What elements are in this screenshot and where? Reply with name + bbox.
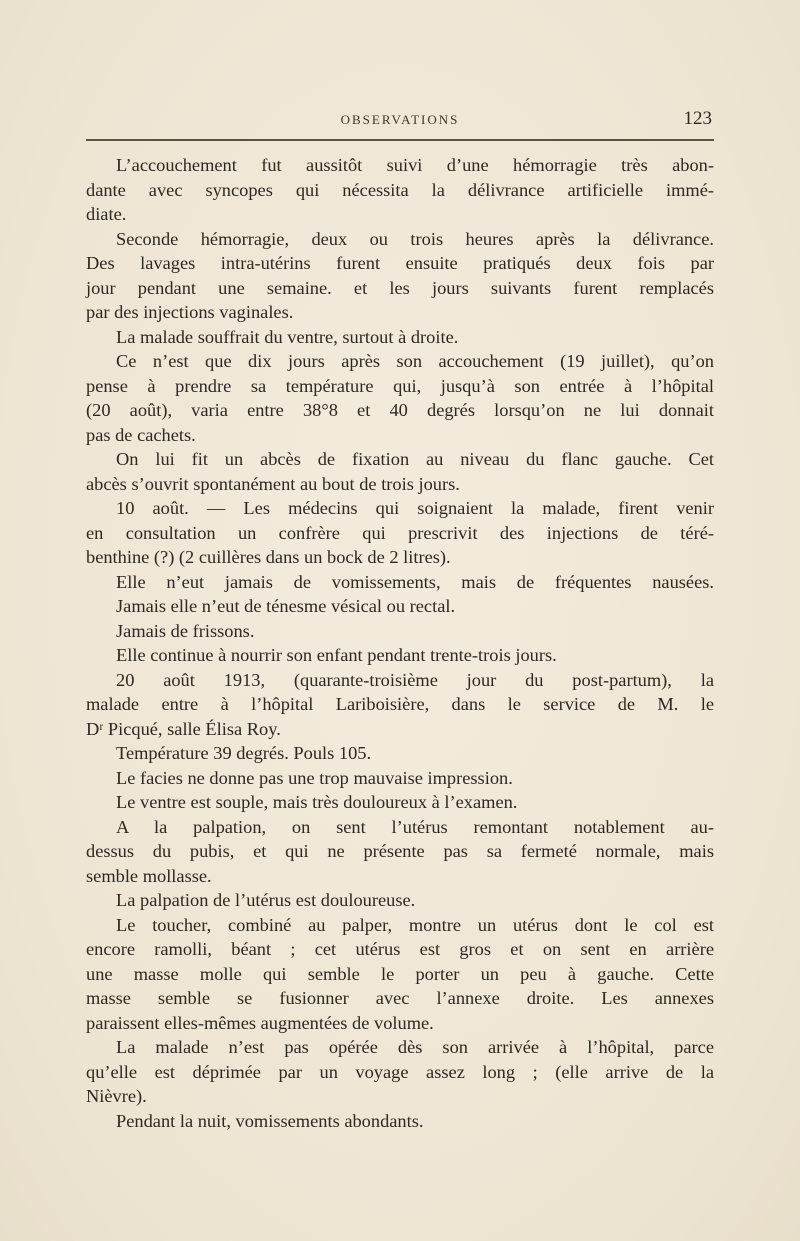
text-line: par des injections vaginales. xyxy=(86,302,294,322)
text-line: La malade souffrait du ventre, surtout à droite. xyxy=(116,326,459,347)
text-line: abcès s’ouvrit spontanément au bout de trois jours. xyxy=(86,473,460,494)
text-line: Ce n’est que dix jours après son accouchement (19 juillet), qu’on xyxy=(116,351,714,371)
text-line: 20 août 1913, (quarante-troisième jour du post-partum), la xyxy=(116,669,714,690)
text-line: A la palpation, on sent l’utérus remontant notablement au- xyxy=(116,816,714,837)
header-rule xyxy=(86,139,714,141)
text-line: Elle n’eut jamais de vomissements, mais de fréquentes nausées. xyxy=(116,571,714,592)
text-line: Température 39 degrés. Pouls 105. xyxy=(116,743,372,763)
text-line: Seconde hémorragie, deux ou trois heures après la délivrance. xyxy=(116,228,714,249)
page-number: 123 xyxy=(683,108,712,129)
text-line: Elle continue à nourrir son enfant pendant trente-trois jours. xyxy=(116,645,557,665)
text-line: semble mollasse. xyxy=(86,865,212,886)
text-line: Jamais elle n’eut de ténesme vésical ou rectal. xyxy=(116,596,456,616)
text-line: La palpation de l’utérus est douloureuse. xyxy=(116,890,416,910)
text-line: On lui fit un abcès de fixation au niveau du flanc gauche. Cet xyxy=(116,449,714,469)
text-line: Le toucher, combiné au palper, montre un utérus dont le col est xyxy=(116,914,714,935)
text-line: dessus du pubis, et qui ne présente pas sa fermeté normale, mais xyxy=(86,841,714,861)
text-line: masse semble se fusionner avec l’annexe droite. Les annexes xyxy=(86,988,714,1008)
text-line: malade entre à l’hôpital Lariboisière, dans le service de M. le xyxy=(86,694,714,714)
text-line: qu’elle est déprimée par un voyage assez long ; (elle arrive de la xyxy=(86,1061,714,1082)
page-header xyxy=(86,104,714,144)
text-line: Dʳ Picqué, salle Élisa Roy. xyxy=(86,718,281,739)
text-line: pense à prendre sa température qui, jusqu’à son entrée à l’hôpital xyxy=(86,375,714,396)
text-line: benthine (?) (2 cuillères dans un bock de 2 litres). xyxy=(86,547,451,567)
text-line: encore ramolli, béant ; cet utérus est gros et on sent en arrière xyxy=(86,939,714,959)
text-line: une masse molle qui semble le porter un peu à gauche. Cette xyxy=(86,963,714,984)
text-line: 10 août. — Les médecins qui soignaient la malade, firent venir xyxy=(116,498,714,518)
text-line: Des lavages intra-utérins furent ensuite pratiqués deux fois par xyxy=(86,253,714,273)
text-line: Jamais de frissons. xyxy=(116,620,255,641)
text-line: en consultation un confrère qui prescrivit des injections de téré- xyxy=(86,522,714,543)
text-line: jour pendant une semaine. et les jours suivants furent remplacés xyxy=(86,277,714,298)
text-line: dante avec syncopes qui nécessita la délivrance artificielle immé- xyxy=(86,179,714,200)
text-line: (20 août), varia entre 38°8 et 40 degrés lorsqu’on ne lui donnait xyxy=(86,400,714,420)
text-line: Nièvre). xyxy=(86,1086,147,1106)
text-line: Le ventre est souple, mais très douloureux à l’examen. xyxy=(116,792,518,812)
text-line: Le facies ne donne pas une trop mauvaise impression. xyxy=(116,767,513,788)
text-line: paraissent elles-mêmes augmentées de volume. xyxy=(86,1012,434,1033)
text-line: Pendant la nuit, vomissements abondants. xyxy=(116,1110,424,1131)
text-line: diate. xyxy=(86,204,127,224)
text-line: pas de cachets. xyxy=(86,424,196,445)
text-line: La malade n’est pas opérée dès son arrivée à l’hôpital, parce xyxy=(116,1037,714,1057)
running-head: OBSERVATIONS xyxy=(340,112,460,127)
text-line: L’accouchement fut aussitôt suivi d’une hémorragie très abon- xyxy=(116,155,714,175)
body-text xyxy=(86,153,714,1133)
